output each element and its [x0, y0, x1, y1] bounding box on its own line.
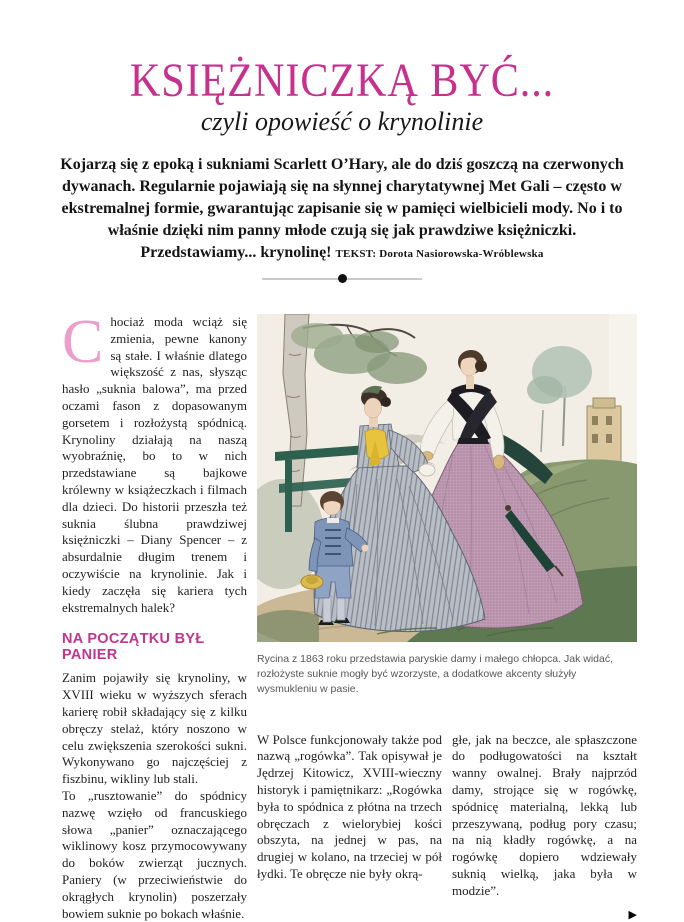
credit-name: Dorota Nasiorowska-Wróblewska: [379, 247, 544, 260]
column-left: [62, 308, 247, 922]
fashion-plate-figure: [257, 314, 637, 642]
intro-paragraph: [52, 154, 632, 265]
column-middle: [257, 732, 442, 922]
intro-text: Kojarzą się z epoką i sukniami Scarlett O’Hary, ale do dziś goszczą na czerwonych dywanach. Regularnie pojawiają się na słynnej charytatywnej Met Gali – często w ekstremalnej formie, gwarantując zapisanie się w pamięci wielbicieli mody. No i to właśnie dzięki nim panny młode czują się jak prawdziwe księżniczki. Przedstawiamy... krynolinę!: [60, 155, 624, 261]
author-credit: [336, 248, 544, 260]
fashion-plate-illustration: [257, 314, 637, 642]
section-header: NA POCZĄTKU BYŁ PANIER: [62, 631, 205, 664]
continuation-arrow: ▶: [628, 908, 637, 922]
paragraph-1: [62, 308, 247, 616]
paragraph-2: Zanim pojawiły się krynoliny, w XVIII wieku w wyższych sferach karierę robił składający się z kilku obręczy stelaż, który noszono w celu zwiększenia szerokości sukni. Wykonywano go najczęściej z fiszbinu, wikliny lub stali.: [62, 670, 247, 787]
figure-caption: Rycina z 1863 roku przedstawia paryskie damy i małego chłopca. Jak widać, rozłożyste suknie mogły być wzorzyste, a dodatkowe akcenty służyły wysmukleniu w pasie.: [257, 653, 614, 695]
drop-cap: C: [62, 308, 104, 376]
paragraph-4: W Polsce funkcjonowały także pod nazwą „rogówka”. Tak opisywał je Jędrzej Kitowicz, XVIII-wieczny historyk i pamiętnikarz: „Rogówka była to spódnica z płótna na trzech obręczach z wielorybiej kości obszyta, na jednej w pas, na drugiej w kolano, na trzeciej w pół łydki. Te obręcze nie były okrą-: [257, 731, 442, 882]
paragraph-5: głe, jak na beczce, ale spłaszczone do podługowatości na kształt wanny owalnej. Brały najprzód damy, strojące się w rogówkę, spódnicę materialną, lekką lub przeszywaną, podług pory czasu; na nią kładły rogówkę, a na rogówkę dopiero wdziewały suknią wielką, jaka była w modzie”.: [452, 731, 637, 898]
paragraph-1-text: hociaż moda wciąż się zmienia, pewne kanony są stałe. I właśnie dlatego większość z nas, słysząc hasło „suknia balowa”, ma przed oczami fason z dopasowanym gorsetem i rozłożystą spódnicą. Krynoliny działają na naszą wyobraźnię, bo to w nich przedstawiane są bajkowe królewny w książeczkach i filmach dla dzieci. Do historii przeszła też suknia ślubna prawdziwej księżniczki – Diany Spencer – z absurdalnie długim trenem i oczywiście na krynolinie. Jak i kiedy zaczęła się kariera tych ekstremalnych halek?: [62, 314, 247, 615]
credit-label: TEKST:: [335, 247, 377, 260]
paragraph-3: To „rusztowanie” do spódnicy nazwę wzięło od francuskiego słowa „panier” oznaczającego wiklinowy kosz przymocowywany do boków zwierząt jucznych. Paniery (w przeciwieństwie do okrągłych krynolin) poszerzały bowiem suknie po bokach właśnie.: [62, 787, 247, 921]
divider-dot: [338, 274, 347, 283]
column-right: [452, 732, 637, 922]
article-header: [0, 0, 684, 137]
page-subtitle: czyli opowieść o krynolinie: [200, 107, 484, 137]
section-divider: [262, 278, 422, 280]
page-title: KSIĘŻNICZKĄ BYĆ...: [129, 54, 555, 107]
article-body: [62, 308, 637, 922]
